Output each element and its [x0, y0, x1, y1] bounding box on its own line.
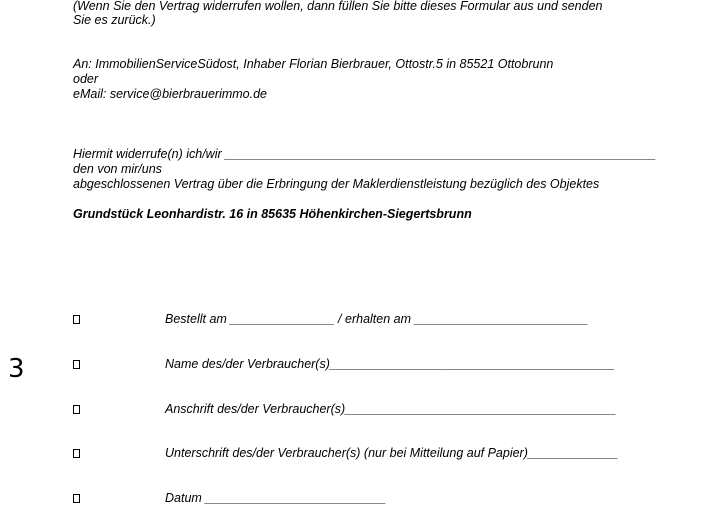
- field-date: Datum __________________________: [165, 491, 387, 505]
- checkbox-ordered-on[interactable]: [73, 315, 80, 324]
- checkbox-date[interactable]: [73, 494, 80, 503]
- field-consumer-name: Name des/der Verbraucher(s)_________________________________________: [165, 357, 615, 371]
- checkbox-consumer-signature[interactable]: [73, 449, 80, 458]
- page-number: 3: [8, 354, 25, 384]
- declaration-line-1: Hiermit widerrufe(n) ich/wir ______________________________________________________________: [73, 147, 657, 161]
- recipient-line-2: oder: [73, 72, 99, 86]
- recipient-line-1: An: ImmobilienServiceSüdost, Inhaber Florian Bierbrauer, Ottostr.5 in 85521 Ottobrunn: [73, 57, 554, 71]
- intro-line-2: Sie es zurück.): [73, 13, 156, 27]
- recipient-email: eMail: service@bierbrauerimmo.de: [73, 87, 268, 101]
- checkbox-consumer-name[interactable]: [73, 360, 80, 369]
- field-consumer-address: Anschrift des/der Verbraucher(s)_______________________________________: [165, 402, 617, 416]
- property-address: Grundstück Leonhardistr. 16 in 85635 Höhenkirchen-Siegertsbrunn: [73, 207, 472, 221]
- declaration-line-2: den von mir/uns: [73, 162, 162, 176]
- checkbox-consumer-address[interactable]: [73, 405, 80, 414]
- intro-line-1: (Wenn Sie den Vertrag widerrufen wollen, dann füllen Sie bitte dieses Formular aus und senden: [73, 0, 603, 13]
- field-ordered-received: Bestellt am _______________ / erhalten am _________________________: [165, 312, 589, 326]
- declaration-line-3: abgeschlossenen Vertrag über die Erbringung der Maklerdienstleistung bezüglich des Objektes: [73, 177, 600, 191]
- field-consumer-signature: Unterschrift des/der Verbraucher(s) (nur bei Mitteilung auf Papier)_____________: [165, 446, 619, 460]
